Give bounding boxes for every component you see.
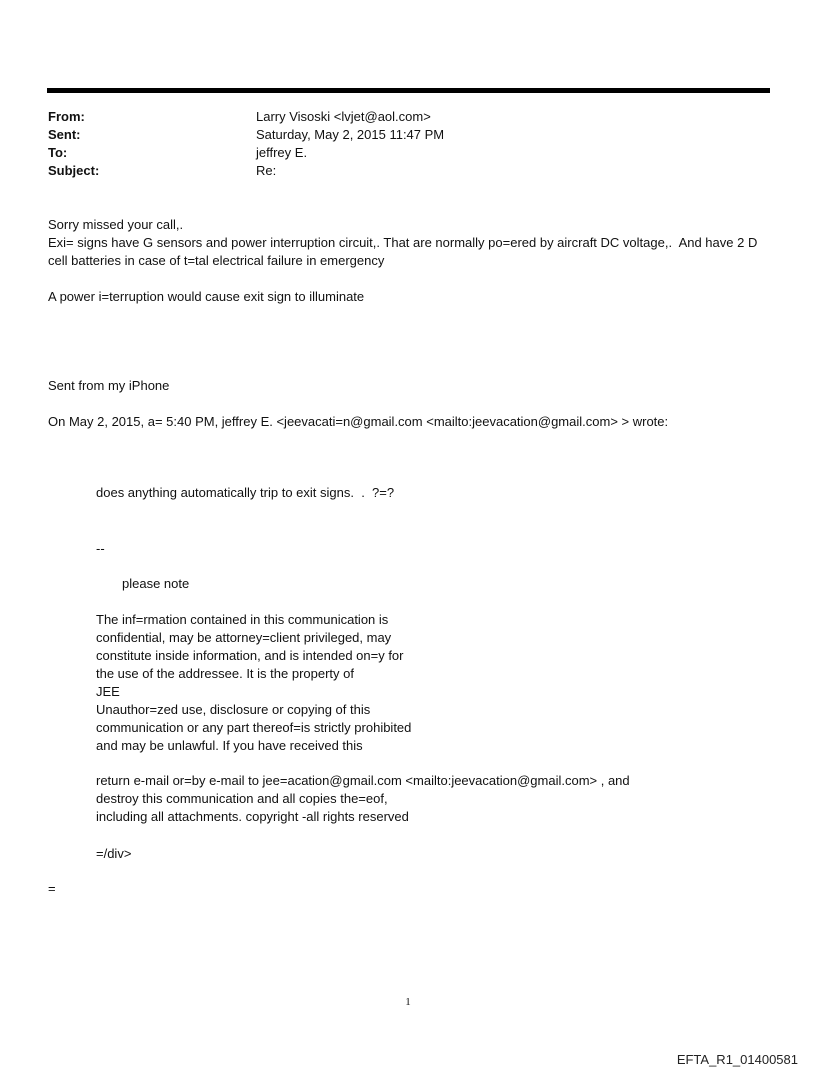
- sent-from-line: Sent from my iPhone: [48, 378, 170, 393]
- email-header: [48, 108, 748, 180]
- subject-row: [48, 162, 748, 180]
- to-label: To:: [48, 145, 68, 160]
- please-note: please note: [122, 576, 190, 591]
- subject-value: Re:: [256, 163, 277, 178]
- signature-dashes: --: [96, 541, 105, 556]
- header-rule: [47, 88, 770, 93]
- to-row: [48, 144, 748, 162]
- body-line-3: A power i=terruption would cause exit sign to illuminate: [48, 289, 365, 304]
- disclaimer-part-1: The inf=rmation contained in this communication is confidential, may be attorney=client privileged, may constitute inside information, and is intended on=y for the use of the addressee. It is the property of JEE Unauthor=zed use, disclosure or copying of this communication or any part thereof=is strictly prohibited and may be unlawful. If you have received this: [96, 612, 412, 753]
- from-value: Larry Visoski <lvjet@aol.com>: [256, 109, 431, 124]
- trailer-mark: =: [48, 881, 56, 896]
- from-row: [48, 108, 748, 126]
- sent-label: Sent:: [48, 127, 81, 142]
- body-line-1: Sorry missed your call,.: [48, 217, 184, 232]
- subject-label: Subject:: [48, 163, 100, 178]
- quote-header: On May 2, 2015, a= 5:40 PM, jeffrey E. <jeevacati=n@gmail.com <mailto:jeevacation@gmail.com> > wrote:: [48, 414, 669, 429]
- bates-number: EFTA_R1_01400581: [676, 1052, 798, 1067]
- sent-value: Saturday, May 2, 2015 11:47 PM: [256, 127, 445, 142]
- from-label: From:: [48, 109, 85, 124]
- quoted-question: does anything automatically trip to exit signs. . ?=?: [96, 485, 395, 500]
- sent-row: [48, 126, 748, 144]
- disclaimer-part-2: return e-mail or=by e-mail to jee=acation@gmail.com <mailto:jeevacation@gmail.com> , and destroy this communication and all copies the=eof, including all attachments. copyright -all rights reserved: [96, 773, 630, 824]
- to-value: jeffrey E.: [256, 145, 308, 160]
- body-line-2: Exi= signs have G sensors and power interruption circuit,. That are normally po=ered by aircraft DC voltage,. And have 2 D cell batteries in case of t=tal electrical failure in emergency: [48, 235, 761, 268]
- page-number: 1: [405, 996, 411, 1008]
- div-close-text: =/div>: [96, 846, 132, 861]
